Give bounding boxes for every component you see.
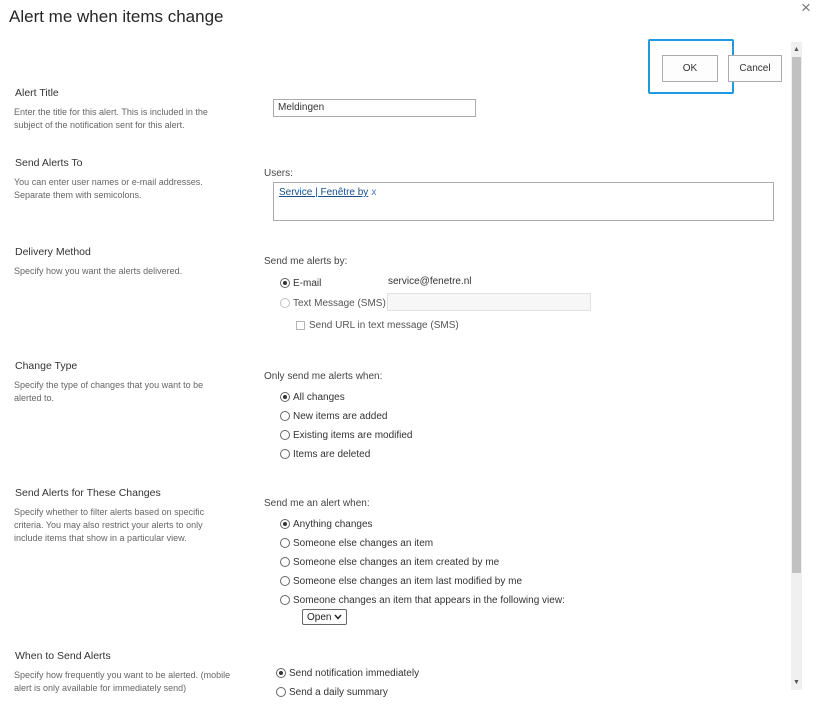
send-url-option[interactable] — [296, 318, 459, 332]
email-radio[interactable] — [280, 278, 290, 288]
view-select[interactable] — [302, 609, 347, 625]
filter-option-label: Anything changes — [293, 518, 373, 530]
filter-changes-prompt: Send me an alert when: — [264, 498, 370, 509]
when-to-send-option-clip — [276, 685, 476, 698]
sms-label: Text Message (SMS) — [293, 297, 386, 309]
dialog-title: Alert me when items change — [9, 7, 224, 26]
filter-option-label: Someone else changes an item created by me — [293, 556, 500, 568]
filter-radio[interactable] — [280, 595, 290, 605]
view-select-value: Open — [307, 611, 332, 623]
change-type-radio[interactable] — [280, 411, 290, 421]
filter-changes-description: Specify whether to filter alerts based on specific criteria. You may also restrict your alerts to only include items that show in a particular view. — [14, 507, 205, 543]
when-to-send-option[interactable] — [276, 685, 476, 699]
filter-option[interactable] — [280, 593, 565, 607]
delivery-method-description: Specify how you want the alerts delivered. — [14, 266, 183, 276]
filter-radio[interactable] — [280, 557, 290, 567]
when-to-send-description-clip — [14, 669, 234, 693]
when-to-send-heading: When to Send Alerts — [15, 650, 111, 662]
when-to-send-radio[interactable] — [276, 668, 286, 678]
send-alerts-to-heading: Send Alerts To — [15, 157, 83, 169]
when-to-send-option-label: Send a daily summary — [289, 686, 388, 698]
change-type-option-label: All changes — [293, 391, 345, 403]
sms-number-input[interactable] — [387, 293, 591, 311]
change-type-option[interactable] — [280, 447, 370, 461]
alert-title-input[interactable]: Meldingen — [273, 99, 476, 117]
change-type-prompt: Only send me alerts when: — [264, 371, 383, 382]
email-label: E-mail — [293, 277, 322, 289]
change-type-radio[interactable] — [280, 449, 290, 459]
when-to-send-radio[interactable] — [276, 687, 286, 697]
sms-radio[interactable] — [280, 298, 290, 308]
send-url-label: Send URL in text message (SMS) — [309, 319, 459, 331]
when-to-send-option[interactable] — [276, 666, 419, 680]
remove-user-icon[interactable]: x — [371, 187, 377, 198]
filter-radio[interactable] — [280, 538, 290, 548]
close-icon[interactable]: × — [801, 0, 811, 17]
email-address: service@fenetre.nl — [388, 276, 472, 287]
delivery-prompt: Send me alerts by: — [264, 256, 348, 267]
filter-radio[interactable] — [280, 576, 290, 586]
send-alerts-to-description: You can enter user names or e-mail addresses. Separate them with semicolons. — [14, 177, 203, 200]
filter-option[interactable] — [280, 517, 373, 531]
when-to-send-option-label: Send notification immediately — [289, 667, 420, 679]
alert-title-heading: Alert Title — [15, 87, 59, 99]
filter-option-label: Someone else changes an item — [293, 537, 434, 549]
delivery-method-heading: Delivery Method — [15, 246, 91, 258]
filter-option[interactable] — [280, 536, 433, 550]
filter-option[interactable] — [280, 555, 499, 569]
chevron-down-icon — [334, 614, 342, 620]
delivery-email-option[interactable] — [280, 276, 321, 290]
users-label: Users: — [264, 168, 293, 179]
filter-option-label: Someone changes an item that appears in the following view: — [293, 594, 565, 606]
change-type-option[interactable] — [280, 390, 345, 404]
change-type-heading: Change Type — [15, 360, 78, 372]
delivery-sms-option[interactable] — [280, 296, 386, 310]
change-type-option[interactable] — [280, 409, 388, 423]
change-type-option-label: New items are added — [293, 410, 388, 422]
user-chip[interactable]: Service | Fenêtre by — [279, 187, 369, 198]
scroll-down-icon[interactable]: ▼ — [793, 679, 800, 686]
change-type-option-label: Existing items are modified — [293, 429, 413, 441]
cancel-button[interactable]: Cancel — [728, 55, 782, 82]
ok-button[interactable]: OK — [662, 55, 718, 82]
send-url-checkbox[interactable] — [296, 321, 305, 330]
alert-title-description: Enter the title for this alert. This is included in the subject of the notification sent for this alert. — [14, 107, 208, 130]
change-type-radio[interactable] — [280, 392, 290, 402]
filter-option-label: Someone else changes an item last modified by me — [293, 575, 523, 587]
scroll-up-icon[interactable]: ▲ — [793, 46, 800, 53]
filter-option[interactable] — [280, 574, 522, 588]
filter-radio[interactable] — [280, 519, 290, 529]
change-type-option-label: Items are deleted — [293, 448, 371, 460]
scrollbar-thumb[interactable] — [792, 57, 801, 573]
change-type-radio[interactable] — [280, 430, 290, 440]
when-to-send-description: Specify how frequently you want to be alerted. (mobile alert is only available for immediately send) — [14, 670, 231, 693]
users-picker-input[interactable] — [273, 182, 774, 221]
change-type-option[interactable] — [280, 428, 413, 442]
change-type-description: Specify the type of changes that you want to be alerted to. — [14, 380, 204, 403]
filter-changes-heading: Send Alerts for These Changes — [15, 487, 161, 499]
